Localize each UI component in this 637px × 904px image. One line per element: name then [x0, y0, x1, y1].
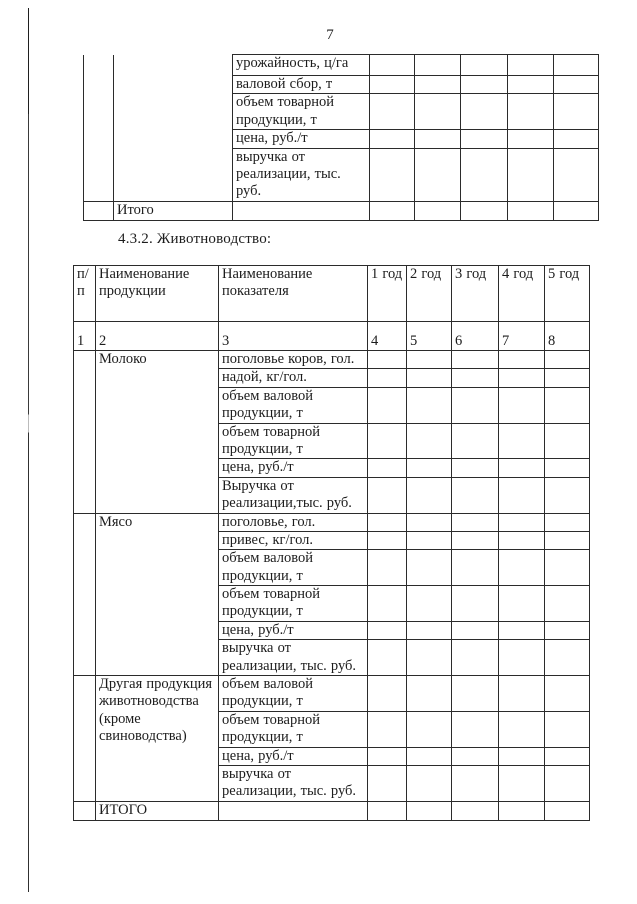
year-value-cell-empty: [545, 586, 590, 622]
year-value-cell-empty: [368, 586, 407, 622]
year-value-cell-empty: [545, 477, 590, 513]
year-value-cell-empty: [452, 423, 499, 459]
year-value-cell-empty: [508, 201, 554, 220]
year-value-cell-empty: [407, 621, 452, 639]
indicator-cell: объем товарной продукции, т: [219, 711, 368, 747]
table-row: [74, 676, 590, 712]
total-row-label: Итого: [114, 201, 233, 220]
section-heading: 4.3.2. Животноводство:: [118, 231, 272, 247]
year-value-cell-empty: [545, 369, 590, 387]
row-number-cell-empty: [84, 201, 114, 220]
livestock-production-table: [73, 265, 590, 821]
year-value-cell-empty: [407, 459, 452, 477]
year-value-cell-empty: [368, 621, 407, 639]
column-number-cell: 3: [219, 322, 368, 351]
year-value-cell-empty: [415, 94, 461, 130]
column-number-cell: 8: [545, 322, 590, 351]
year-value-cell-empty: [407, 550, 452, 586]
year-value-cell-empty: [461, 130, 508, 148]
year-value-cell-empty: [370, 94, 415, 130]
year-value-cell-empty: [452, 387, 499, 423]
col-header-indicator: Наименование показателя: [219, 266, 368, 322]
year-value-cell-empty: [368, 801, 407, 820]
year-value-cell-empty: [545, 550, 590, 586]
year-value-cell-empty: [407, 351, 452, 369]
year-value-cell-empty: [499, 459, 545, 477]
year-value-cell-empty: [452, 747, 499, 765]
indicator-cell: поголовье, гол.: [219, 513, 368, 531]
year-value-cell-empty: [545, 387, 590, 423]
year-value-cell-empty: [370, 76, 415, 94]
year-value-cell-empty: [452, 351, 499, 369]
year-value-cell-empty: [407, 711, 452, 747]
year-value-cell-empty: [545, 423, 590, 459]
column-number-cell: 2: [96, 322, 219, 351]
year-value-cell-empty: [545, 459, 590, 477]
year-value-cell-empty: [452, 621, 499, 639]
indicator-cell: цена, руб./т: [219, 459, 368, 477]
year-value-cell-empty: [554, 76, 599, 94]
col-header-product: Наименование продукции: [96, 266, 219, 322]
year-value-cell-empty: [461, 94, 508, 130]
year-value-cell-empty: [370, 201, 415, 220]
year-value-cell-empty: [461, 201, 508, 220]
year-value-cell-empty: [545, 621, 590, 639]
year-value-cell-empty: [368, 711, 407, 747]
page-binding-scan-line: [28, 8, 29, 892]
year-value-cell-empty: [415, 201, 461, 220]
year-value-cell-empty: [368, 459, 407, 477]
row-number-cell-empty: [74, 351, 96, 514]
column-number-cell: 6: [452, 322, 499, 351]
table-row: [74, 322, 590, 351]
year-value-cell-empty: [452, 586, 499, 622]
crop-production-table-continuation: [83, 54, 599, 221]
year-value-cell-empty: [499, 586, 545, 622]
year-value-cell-empty: [508, 130, 554, 148]
year-value-cell-empty: [499, 621, 545, 639]
indicator-cell: цена, руб./т: [219, 747, 368, 765]
column-number-cell: 1: [74, 322, 96, 351]
page-number: 7: [326, 27, 334, 43]
year-value-cell-empty: [407, 423, 452, 459]
year-value-cell-empty: [407, 747, 452, 765]
col-header-year: 4 год: [499, 266, 545, 322]
year-value-cell-empty: [415, 55, 461, 76]
year-value-cell-empty: [368, 640, 407, 676]
year-value-cell-empty: [545, 747, 590, 765]
year-value-cell-empty: [452, 459, 499, 477]
col-header-year: 2 год: [407, 266, 452, 322]
year-value-cell-empty: [407, 369, 452, 387]
year-value-cell-empty: [499, 423, 545, 459]
indicator-cell: цена, руб./т: [219, 621, 368, 639]
year-value-cell-empty: [545, 676, 590, 712]
year-value-cell-empty: [499, 477, 545, 513]
indicator-cell: объем товарной продукции, т: [219, 586, 368, 622]
year-value-cell-empty: [368, 747, 407, 765]
year-value-cell-empty: [452, 477, 499, 513]
year-value-cell-empty: [415, 130, 461, 148]
indicator-cell: поголовье коров, гол.: [219, 351, 368, 369]
year-value-cell-empty: [499, 801, 545, 820]
year-value-cell-empty: [499, 711, 545, 747]
product-name-cell: Мясо: [96, 513, 219, 676]
row-number-cell-empty: [74, 513, 96, 676]
product-name-cell: Другая продукция животноводства (кроме свиноводства): [96, 676, 219, 802]
year-value-cell-empty: [508, 94, 554, 130]
year-value-cell-empty: [545, 801, 590, 820]
year-value-cell-empty: [368, 351, 407, 369]
year-value-cell-empty: [499, 550, 545, 586]
column-number-cell: 4: [368, 322, 407, 351]
year-value-cell-empty: [499, 765, 545, 801]
year-value-cell-empty: [452, 801, 499, 820]
indicator-cell: объем валовой продукции, т: [219, 676, 368, 712]
year-value-cell-empty: [415, 148, 461, 201]
year-value-cell-empty: [368, 550, 407, 586]
total-row-label: ИТОГО: [96, 801, 219, 820]
year-value-cell-empty: [452, 531, 499, 549]
year-value-cell-empty: [508, 148, 554, 201]
year-value-cell-empty: [554, 55, 599, 76]
year-value-cell-empty: [368, 369, 407, 387]
col-header-year: 1 год: [368, 266, 407, 322]
year-value-cell-empty: [461, 55, 508, 76]
year-value-cell-empty: [368, 531, 407, 549]
year-value-cell-empty: [368, 387, 407, 423]
year-value-cell-empty: [452, 711, 499, 747]
year-value-cell-empty: [452, 640, 499, 676]
year-value-cell-empty: [452, 765, 499, 801]
row-number-cell-empty: [74, 676, 96, 802]
table-row: [84, 201, 599, 220]
table-row: [74, 351, 590, 369]
product-cell-empty: [114, 55, 233, 202]
indicator-cell: цена, руб./т: [233, 130, 370, 148]
year-value-cell-empty: [461, 148, 508, 201]
year-value-cell-empty: [407, 531, 452, 549]
year-value-cell-empty: [499, 676, 545, 712]
year-value-cell-empty: [545, 711, 590, 747]
year-value-cell-empty: [499, 387, 545, 423]
indicator-cell: объем валовой продукции, т: [219, 550, 368, 586]
year-value-cell-empty: [545, 513, 590, 531]
year-value-cell-empty: [554, 130, 599, 148]
year-value-cell-empty: [452, 369, 499, 387]
year-value-cell-empty: [461, 76, 508, 94]
indicator-cell-empty: [219, 801, 368, 820]
column-number-cell: 5: [407, 322, 452, 351]
year-value-cell-empty: [545, 351, 590, 369]
year-value-cell-empty: [499, 531, 545, 549]
year-value-cell-empty: [452, 676, 499, 712]
row-number-cell-empty: [74, 801, 96, 820]
year-value-cell-empty: [545, 531, 590, 549]
table-row: [74, 513, 590, 531]
year-value-cell-empty: [499, 640, 545, 676]
year-value-cell-empty: [370, 55, 415, 76]
year-value-cell-empty: [407, 676, 452, 712]
table-row: [84, 55, 599, 76]
year-value-cell-empty: [545, 765, 590, 801]
indicator-cell: выручка от реализации, тыс. руб.: [219, 765, 368, 801]
col-header-year: 3 год: [452, 266, 499, 322]
year-value-cell-empty: [368, 513, 407, 531]
indicator-cell-empty: [233, 201, 370, 220]
year-value-cell-empty: [508, 76, 554, 94]
indicator-cell: объем товарной продукции, т: [219, 423, 368, 459]
year-value-cell-empty: [407, 387, 452, 423]
year-value-cell-empty: [499, 513, 545, 531]
year-value-cell-empty: [407, 477, 452, 513]
year-value-cell-empty: [407, 801, 452, 820]
year-value-cell-empty: [554, 94, 599, 130]
col-header-year: 5 год: [545, 266, 590, 322]
indicator-cell: надой, кг/гол.: [219, 369, 368, 387]
year-value-cell-empty: [368, 477, 407, 513]
year-value-cell-empty: [407, 586, 452, 622]
year-value-cell-empty: [499, 747, 545, 765]
year-value-cell-empty: [368, 765, 407, 801]
year-value-cell-empty: [545, 640, 590, 676]
indicator-cell: выручка от реализации, тыс. руб.: [219, 640, 368, 676]
year-value-cell-empty: [407, 640, 452, 676]
year-value-cell-empty: [415, 76, 461, 94]
year-value-cell-empty: [407, 513, 452, 531]
indicator-cell: привес, кг/гол.: [219, 531, 368, 549]
indicator-cell: объем валовой продукции, т: [219, 387, 368, 423]
year-value-cell-empty: [368, 423, 407, 459]
year-value-cell-empty: [452, 513, 499, 531]
year-value-cell-empty: [508, 55, 554, 76]
col-header-row-number: п/п: [74, 266, 96, 322]
year-value-cell-empty: [554, 148, 599, 201]
year-value-cell-empty: [499, 369, 545, 387]
year-value-cell-empty: [554, 201, 599, 220]
year-value-cell-empty: [368, 676, 407, 712]
year-value-cell-empty: [499, 351, 545, 369]
product-name-cell: Молоко: [96, 351, 219, 514]
row-number-cell-empty: [84, 55, 114, 202]
year-value-cell-empty: [370, 148, 415, 201]
table-row: [74, 801, 590, 820]
year-value-cell-empty: [370, 130, 415, 148]
indicator-cell: выручка от реализации, тыс. руб.: [233, 148, 370, 201]
column-number-cell: 7: [499, 322, 545, 351]
indicator-cell: Выручка от реализации,тыс. руб.: [219, 477, 368, 513]
indicator-cell: объем товарной продукции, т: [233, 94, 370, 130]
year-value-cell-empty: [452, 550, 499, 586]
indicator-cell: урожайность, ц/га: [233, 55, 370, 76]
year-value-cell-empty: [407, 765, 452, 801]
indicator-cell: валовой сбор, т: [233, 76, 370, 94]
table-row: [74, 266, 590, 322]
